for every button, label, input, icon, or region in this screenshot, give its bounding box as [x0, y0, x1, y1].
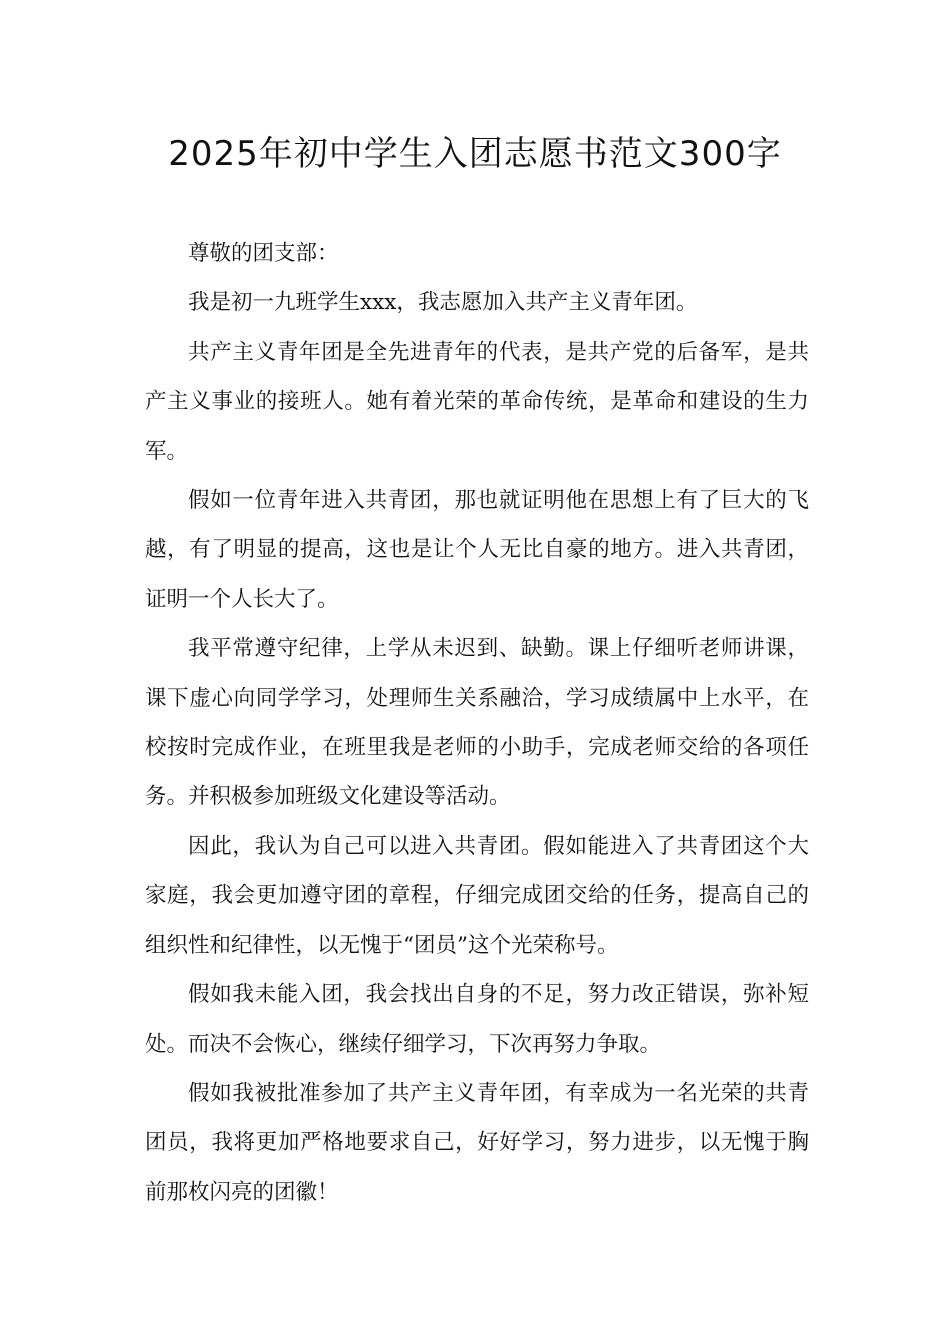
paragraph: 我平常遵守纪律，上学从未迟到、缺勤。课上仔细听老师讲课，课下虚心向同学学习，处理师生关系融洽，学习成绩属中上水平，在校按时完成作业，在班里我是老师的小助手，完成老师交给的各项任务。并积极参加班级文化建设等活动。: [145, 636, 809, 810]
paragraph: 假如我被批准参加了共产主义青年团，有幸成为一名光荣的共青团员，我将更加严格地要求自己，好好学习，努力进步，以无愧于胸前那枚闪亮的团徽！: [145, 1080, 809, 1205]
paragraph: 共产主义青年团是全先进青年的代表，是共产党的后备军，是共产主义事业的接班人。她有着光荣的革命传统，是革命和建设的生力军。: [145, 339, 809, 464]
document-body: [145, 229, 809, 1217]
document-title: 2025年初中学生入团志愿书范文300字: [168, 134, 782, 174]
paragraph: 假如一位青年进入共青团，那也就证明他在思想上有了巨大的飞越，有了明显的提高，这也是让个人无比自豪的地方。进入共青团，证明一个人长大了。: [145, 488, 809, 612]
salutation: 尊敬的团支部：: [188, 241, 339, 266]
paragraph: 假如我未能入团，我会找出自身的不足，努力改正错误，弥补短处。而决不会恢心，继续仔细学习，下次再努力争取。: [145, 982, 809, 1057]
paragraph: 我是初一九班学生xxx，我志愿加入共产主义青年团。: [188, 290, 698, 316]
paragraph: 因此，我认为自己可以进入共青团。假如能进入了共青团这个大家庭，我会更加遵守团的章程，仔细完成团交给的任务，提高自己的组织性和纪律性，以无愧于“团员”这个光荣称号。: [145, 833, 809, 958]
